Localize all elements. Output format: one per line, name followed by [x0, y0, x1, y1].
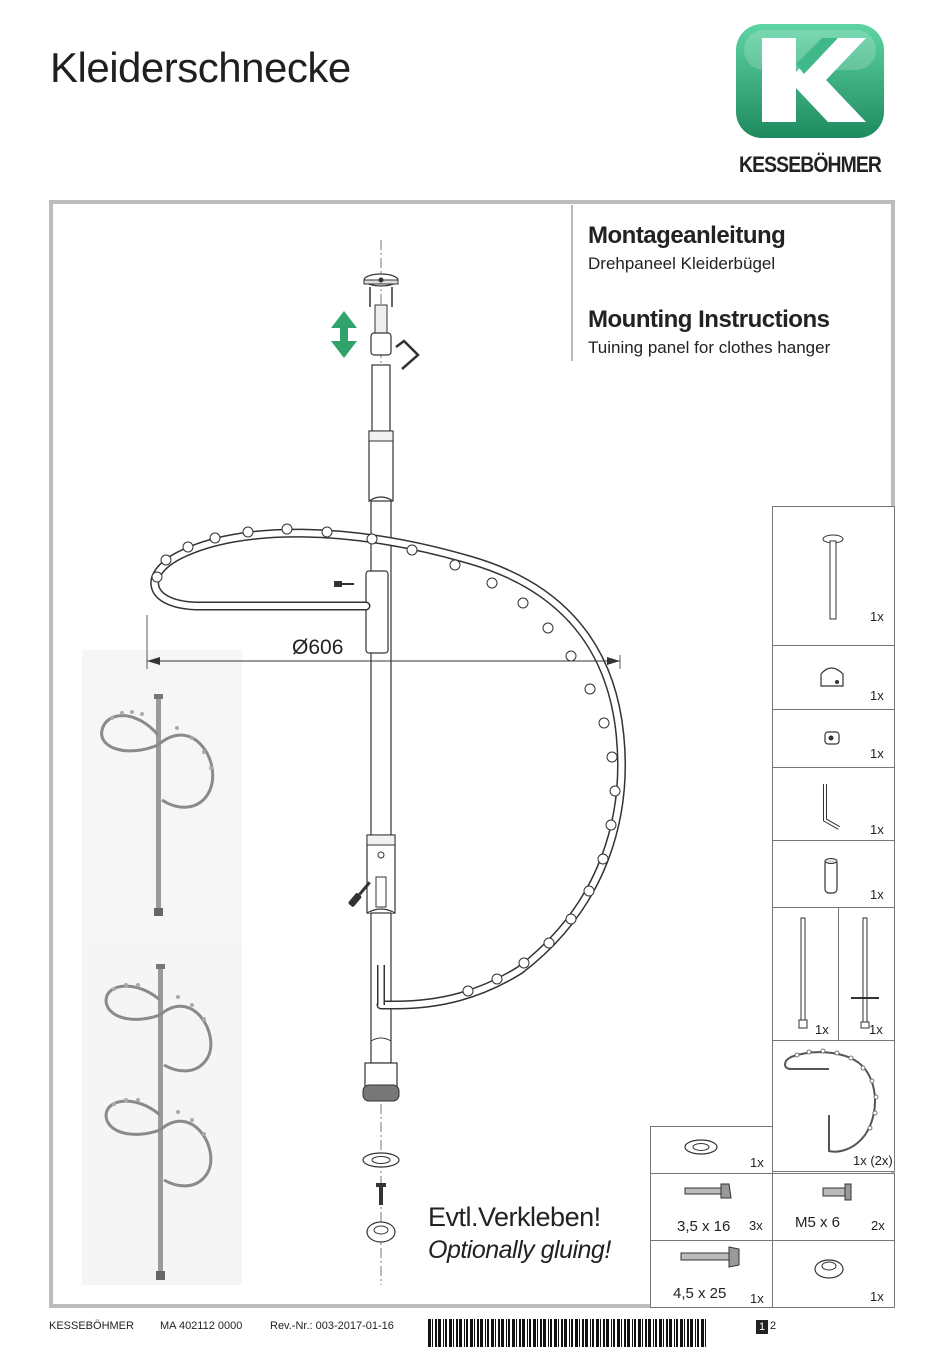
part-size: 3,5 x 16 [677, 1218, 731, 1235]
part-small-sleeve [772, 709, 895, 768]
part-screw-m5x6 [772, 1173, 895, 1241]
part-tube-insert [772, 840, 895, 908]
part-qty: 1x [870, 1289, 884, 1304]
subtitle-german: Drehpaneel Kleiderbügel [588, 254, 776, 273]
part-washer [650, 1126, 773, 1174]
brand-name: KESSEBÖHMER [738, 152, 881, 177]
part-pole-a [772, 907, 839, 1041]
footer-brand: KESSEBÖHMER [49, 1320, 134, 1332]
part-qty: 1x (2x) [853, 1153, 893, 1168]
barcode [428, 1319, 710, 1347]
part-rod-with-plate [772, 506, 895, 646]
part-pole-b [838, 907, 895, 1041]
part-qty: 1x [750, 1155, 764, 1170]
kessebohmer-logo [734, 22, 886, 140]
glue-note-english: Optionally gluing! [428, 1236, 611, 1264]
part-size: M5 x 6 [795, 1214, 841, 1231]
part-size: 4,5 x 25 [673, 1285, 727, 1302]
part-qty: 1x [815, 1022, 829, 1037]
part-screw-45x25 [650, 1240, 773, 1308]
part-qty: 1x [870, 822, 884, 837]
footer-revision: Rev.-Nr.: 003-2017-01-16 [270, 1320, 394, 1332]
part-ball-connector [772, 645, 895, 710]
part-qty: 1x [870, 746, 884, 761]
part-allen-key [772, 767, 895, 841]
part-screw-35x16 [650, 1173, 773, 1241]
footer-doc-number: MA 402112 0000 [160, 1320, 243, 1332]
glue-note-german: Evtl.Verkleben! [428, 1202, 601, 1232]
part-qty: 1x [870, 609, 884, 624]
part-qty: 1x [750, 1291, 764, 1306]
page-number-next: 2 [770, 1320, 777, 1332]
part-foot-cap [772, 1240, 895, 1308]
heading-german: Montageanleitung [588, 222, 786, 249]
part-qty: 2x [871, 1218, 885, 1233]
part-qty: 1x [869, 1022, 883, 1037]
diameter-label: Ø606 [292, 636, 344, 659]
part-qty: 3x [749, 1218, 763, 1233]
part-spiral-hanger [772, 1040, 895, 1172]
part-qty: 1x [870, 887, 884, 902]
heading-english: Mounting Instructions [588, 306, 830, 333]
part-qty: 1x [870, 688, 884, 703]
page-title: Kleiderschnecke [50, 44, 351, 91]
subtitle-english: Tuining panel for clothes hanger [588, 338, 831, 357]
page-number-current: 1 [756, 1320, 768, 1334]
